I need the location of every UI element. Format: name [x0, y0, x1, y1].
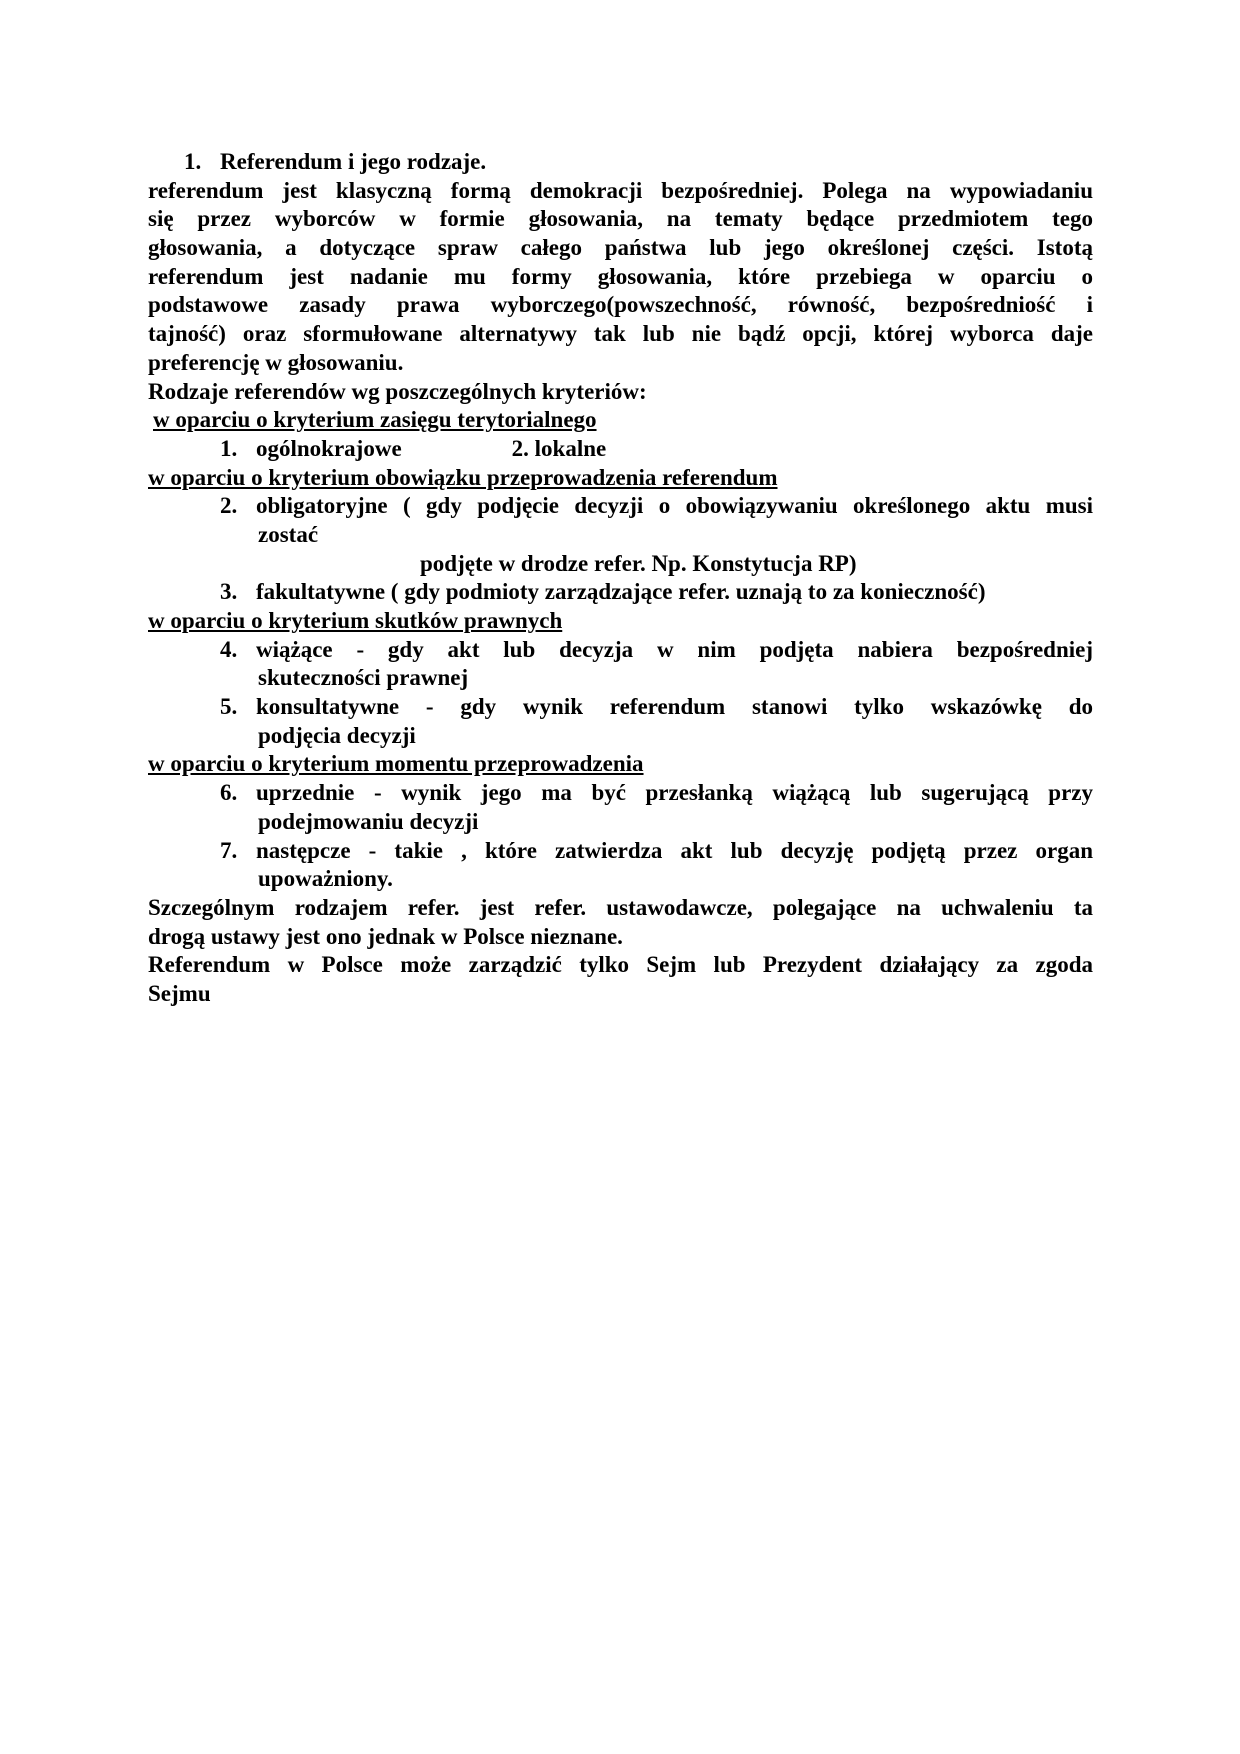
closing-line: Referendum w Polsce może zarządzić tylko Sejm lub Prezydent działający za zgoda [148, 952, 1093, 978]
criterion-heading [148, 464, 1093, 493]
intro-line: referendum jest nadanie mu formy głosowania, które przebiega w oparciu o [148, 263, 1093, 289]
list-item-continuation: podejmowaniu decyzji [258, 808, 479, 834]
list-item [148, 837, 1093, 866]
list-item [148, 693, 1093, 722]
list-item-continuation: zostać [258, 521, 319, 547]
list-item [148, 779, 1093, 808]
list-item-number: 1. [220, 435, 238, 461]
criterion-heading [148, 406, 1093, 435]
intro-line: się przez wyborców w formie głosowania, na tematy będące przedmiotem tego [148, 206, 1093, 232]
list-item-text: ogólnokrajowe [256, 435, 402, 461]
list-item-text: obligatoryjne ( gdy podjęcie decyzji o obowiązywaniu określonego aktu musi [256, 493, 1093, 519]
list-item-continuation: upoważniony. [258, 866, 393, 892]
closing-paragraph [148, 894, 1093, 1009]
types-heading: Rodzaje referendów wg poszczególnych kryteriów: [148, 378, 647, 404]
list-item-number: 3. [220, 579, 238, 605]
list-item-text: 2. lokalne [511, 435, 607, 461]
criterion-heading-text: w oparciu o kryterium zasięgu terytorialnego [153, 407, 597, 433]
section-title-text: Referendum i jego rodzaje. [220, 149, 487, 174]
list-item-text: konsultatywne - gdy wynik referendum stanowi tylko wskazówkę do [256, 694, 1093, 720]
list-item-text: fakultatywne ( gdy podmioty zarządzające refer. uznają to za konieczność) [256, 579, 986, 605]
list-item-text: wiążące - gdy akt lub decyzja w nim podjęta nabiera bezpośredniej [256, 636, 1093, 662]
intro-line: preferencję w głosowaniu. [148, 349, 404, 375]
list-item-continuation: podjęte w drodze refer. Np. Konstytucja RP) [420, 550, 857, 576]
criterion-heading-text: w oparciu o kryterium momentu przeprowadzenia [148, 751, 644, 777]
list-item [148, 492, 1093, 521]
list-item-number: 2. [220, 493, 238, 519]
criterion-heading-text: w oparciu o kryterium skutków prawnych [148, 608, 563, 633]
list-item-number: 4. [220, 636, 238, 662]
list-item-continuation: skuteczności prawnej [258, 665, 469, 691]
list-item-continuation: podjęcia decyzji [258, 722, 416, 748]
section-title [148, 148, 1093, 177]
document-body [148, 148, 1093, 1009]
closing-line: drogą ustawy jest ono jednak w Polsce nieznane. [148, 923, 623, 949]
list-item-number: 7. [220, 837, 238, 863]
criterion-heading [148, 750, 1093, 779]
criterion-heading-text: w oparciu o kryterium obowiązku przeprowadzenia referendum [148, 464, 778, 490]
section-number: 1. [184, 149, 202, 174]
closing-line: Szczególnym rodzajem refer. jest refer. ustawodawcze, polegające na uchwaleniu ta [148, 894, 1093, 920]
list-item-text: następcze - takie , które zatwierdza akt lub decyzję podjętą przez organ [256, 837, 1093, 863]
list-item-number: 5. [220, 694, 238, 720]
intro-line: głosowania, a dotyczące spraw całego państwa lub jego określonej części. Istotą [148, 235, 1093, 261]
list-item [148, 435, 1093, 464]
criterion-heading [148, 607, 1093, 636]
intro-line: referendum jest klasyczną formą demokracji bezpośredniej. Polega na wypowiadaniu [148, 177, 1093, 203]
intro-line: podstawowe zasady prawa wyborczego(powszechność, równość, bezpośredniość i [148, 292, 1093, 318]
list-item-number: 6. [220, 780, 238, 806]
list-item-text: uprzednie - wynik jego ma być przesłanką wiążącą lub sugerującą przy [256, 780, 1093, 806]
intro-line: tajność) oraz sformułowane alternatywy tak lub nie bądź opcji, której wyborca daje [148, 321, 1093, 347]
closing-line: Sejmu [148, 980, 211, 1006]
list-item [148, 578, 1093, 607]
list-item [148, 636, 1093, 665]
intro-paragraph [148, 177, 1093, 378]
